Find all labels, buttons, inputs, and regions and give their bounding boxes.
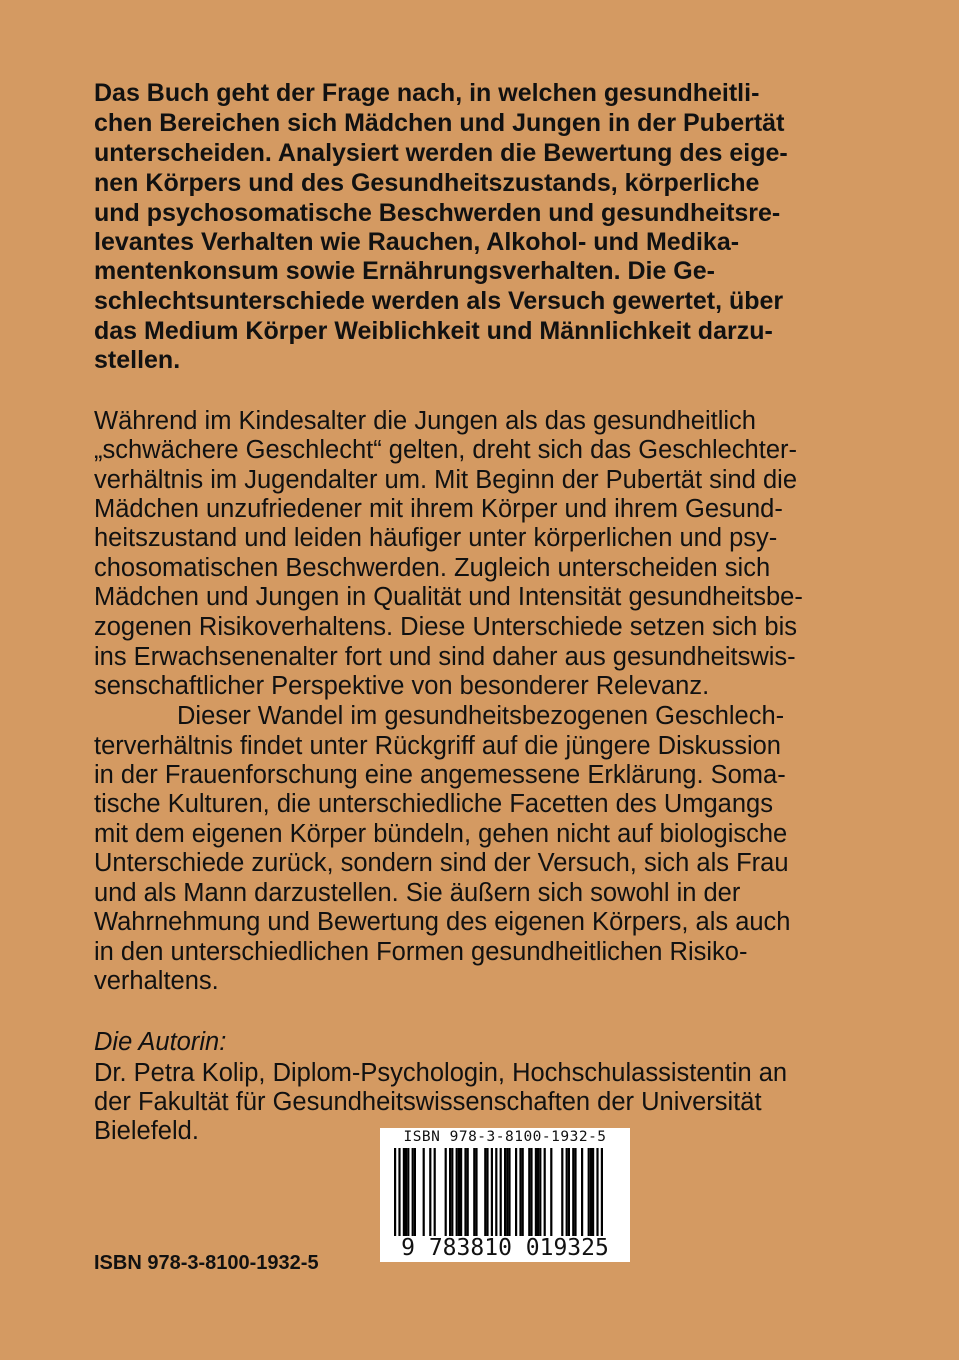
text-line: Mädchen und Jungen in Qualität und Intensität gesundheitsbe-: [94, 583, 803, 611]
barcode-bar: [566, 1148, 568, 1236]
barcode-bar: [445, 1148, 447, 1236]
barcode-bar: [601, 1148, 603, 1236]
barcode-bar: [405, 1148, 407, 1236]
barcode-bar: [522, 1148, 524, 1236]
barcode-bar: [544, 1148, 546, 1236]
barcode-bar: [456, 1148, 458, 1236]
text-line: schlechtsunterschiede werden als Versuch gewertet, über: [94, 287, 784, 315]
barcode-bar: [588, 1148, 590, 1236]
author-line: der Fakultät für Gesundheitswissenschaften der Universität: [94, 1088, 762, 1116]
barcode-bar: [515, 1148, 517, 1236]
barcode-bar: [508, 1148, 510, 1236]
author-line: Bielefeld.: [94, 1117, 199, 1145]
barcode-bar: [561, 1148, 563, 1236]
barcode-bar: [590, 1148, 592, 1236]
text-line: Dieser Wandel im gesundheitsbezogenen Geschlech-: [177, 702, 785, 730]
barcode-bar: [414, 1148, 416, 1236]
text-line: unterscheiden. Analysiert werden die Bewertung des eige-: [94, 139, 788, 167]
text-line: mentenkonsum sowie Ernährungsverhalten. Die Ge-: [94, 257, 715, 285]
text-line: senschaftlicher Perspektive von besonderer Relevanz.: [94, 672, 710, 700]
barcode-bar: [528, 1148, 530, 1236]
barcode-bar: [429, 1148, 431, 1236]
text-line: in der Frauenforschung eine angemessene Erklärung. Soma-: [94, 761, 786, 789]
barcode-bar: [434, 1148, 436, 1236]
barcode-bar: [592, 1148, 594, 1236]
text-line: Mädchen unzufriedener mit ihrem Körper und ihrem Gesund-: [94, 495, 783, 523]
text-line: und als Mann darzustellen. Sie äußern sich sowohl in der: [94, 879, 741, 907]
barcode-bar: [537, 1148, 539, 1236]
barcode-bar: [475, 1148, 477, 1236]
text-line: verhältnis im Jugendalter um. Mit Beginn der Pubertät sind die: [94, 466, 798, 494]
barcode-top-text: ISBN 978-3-8100-1932-5: [403, 1129, 607, 1145]
barcode-bar: [412, 1148, 414, 1236]
barcode-bar: [495, 1148, 497, 1236]
text-line: und psychosomatische Beschwerden und gesundheitsre-: [94, 199, 781, 227]
barcode-bar: [458, 1148, 460, 1236]
barcode-bar: [403, 1148, 405, 1236]
barcode-bar: [451, 1148, 453, 1236]
barcode-bars: [394, 1148, 616, 1236]
barcode-bar: [473, 1148, 475, 1236]
barcode-bar: [550, 1148, 552, 1236]
text-line: chosomatischen Beschwerden. Zugleich unterscheiden sich: [94, 554, 771, 582]
barcode-bar: [568, 1148, 570, 1236]
barcode-bar: [519, 1148, 521, 1236]
barcode-bar: [467, 1148, 469, 1236]
barcode-bar: [407, 1148, 409, 1236]
text-line: „schwächere Geschlecht“ gelten, dreht sich das Geschlechter-: [94, 436, 797, 464]
barcode-bar: [581, 1148, 583, 1236]
barcode-bar: [506, 1148, 508, 1236]
barcode-bar: [394, 1148, 396, 1236]
barcode-bar: [530, 1148, 532, 1236]
barcode-bar: [460, 1148, 462, 1236]
text-line: tische Kulturen, die unterschiedliche Facetten des Umgangs: [94, 790, 773, 818]
barcode-bar: [504, 1148, 506, 1236]
barcode-bar: [539, 1148, 541, 1236]
barcode-number: 9 783810 019325: [401, 1235, 609, 1261]
text-line: mit dem eigenen Körper bündeln, gehen nicht auf biologische: [94, 820, 788, 848]
barcode-bar: [486, 1148, 488, 1236]
text-line: Während im Kindesalter die Jungen als das gesundheitlich: [94, 407, 756, 435]
text-line: stellen.: [94, 346, 181, 374]
text-line: in den unterschiedlichen Formen gesundheitlichen Risiko-: [94, 938, 748, 966]
barcode-bar: [574, 1148, 576, 1236]
text-line: das Medium Körper Weiblichkeit und Männlichkeit darzu-: [94, 317, 773, 345]
isbn-label: ISBN 978-3-8100-1932-5: [94, 1252, 319, 1274]
text-line: chen Bereichen sich Mädchen und Jungen in der Pubertät: [94, 109, 785, 137]
text-line: heitszustand und leiden häufiger unter körperlichen und psy-: [94, 524, 778, 552]
text-line: Wahrnehmung und Bewertung des eigenen Körpers, als auch: [94, 908, 791, 936]
text-line: ins Erwachsenenalter fort und sind daher aus gesundheitswis-: [94, 643, 796, 671]
barcode-bar: [484, 1148, 486, 1236]
author-heading: Die Autorin:: [94, 1028, 227, 1056]
text-line: verhaltens.: [94, 967, 219, 995]
text-line: Unterschiede zurück, sondern sind der Versuch, sich als Frau: [94, 849, 789, 877]
barcode-bar: [500, 1148, 502, 1236]
barcode-bar: [596, 1148, 598, 1236]
author-line: Dr. Petra Kolip, Diplom-Psychologin, Hochschulassistentin an: [94, 1059, 788, 1087]
barcode-bar: [491, 1148, 493, 1236]
barcode-bar: [535, 1148, 537, 1236]
barcode-bar: [449, 1148, 451, 1236]
text-line: terverhältnis findet unter Rückgriff auf die jüngere Diskussion: [94, 732, 781, 760]
barcode-bar: [572, 1148, 574, 1236]
text-line: zogenen Risikoverhaltens. Diese Unterschiede setzen sich bis: [94, 613, 798, 641]
barcode-bar: [398, 1148, 400, 1236]
barcode-bar: [423, 1148, 425, 1236]
isbn-barcode: [380, 1128, 630, 1262]
text-line: levantes Verhalten wie Rauchen, Alkohol- und Medika-: [94, 228, 740, 256]
text-line: Das Buch geht der Frage nach, in welchen gesundheitli-: [94, 79, 760, 107]
barcode-bar: [464, 1148, 466, 1236]
text-line: nen Körpers und des Gesundheitszustands, körperliche: [94, 169, 760, 197]
